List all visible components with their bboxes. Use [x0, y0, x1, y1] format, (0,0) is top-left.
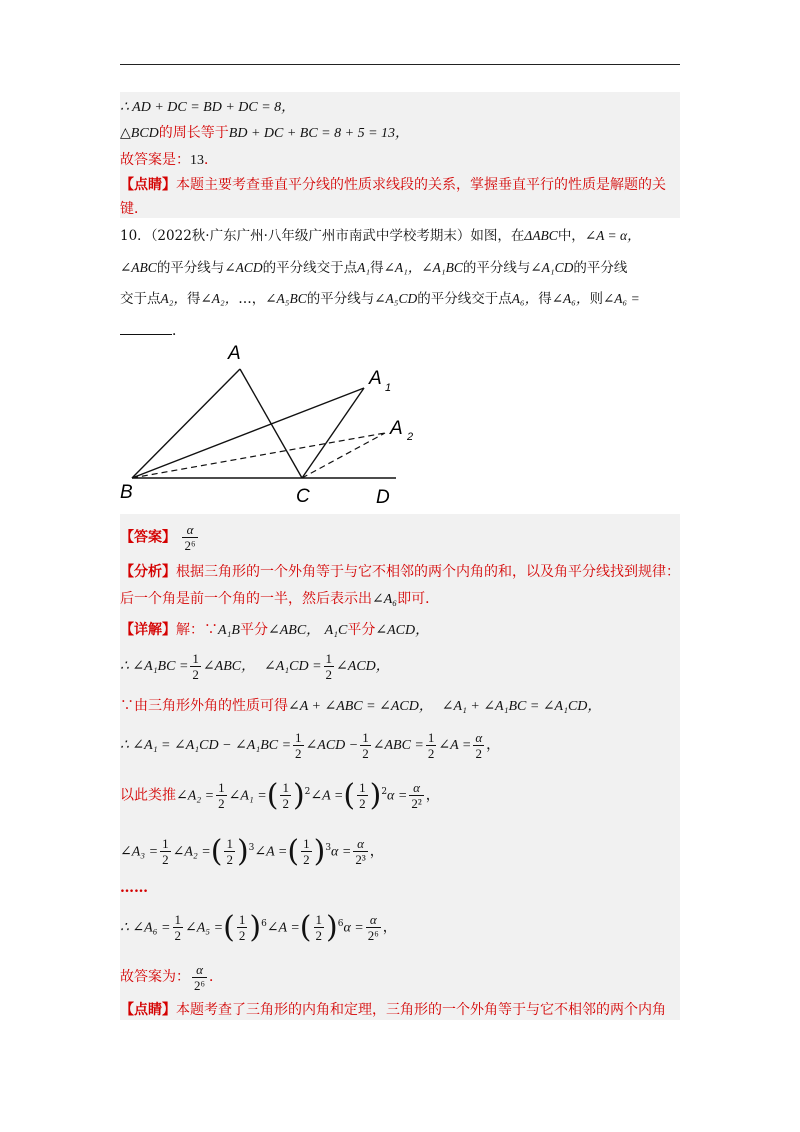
- triangle-abc: ΔABC: [524, 228, 558, 243]
- frac-den: 2⁶: [194, 977, 206, 993]
- l6-frac-4: [353, 836, 367, 867]
- l7-frac-4: [366, 912, 381, 943]
- l7-frac-1: [173, 912, 184, 943]
- detail-l4-end: ，: [486, 737, 501, 753]
- answer-fraction: [182, 522, 197, 553]
- q-l3-l: ∠A₆，: [551, 291, 590, 306]
- analysis-tag: 【分析】: [120, 564, 176, 580]
- detail-l7-c: ∠A =: [266, 920, 300, 936]
- frac-num: 1: [359, 780, 366, 796]
- paren-close: ): [326, 909, 338, 945]
- detail-line-7: [120, 904, 680, 949]
- alpha-half-fraction: [473, 730, 484, 761]
- triangle-bcd: △BCD: [120, 126, 159, 141]
- q-l3-k: 得: [538, 291, 552, 307]
- frac-num: 1: [192, 650, 199, 666]
- q-l3-e: …，: [238, 291, 266, 307]
- frac-den: 2: [325, 666, 333, 682]
- segment-a2c-dashed: [302, 433, 385, 478]
- q-l3-g: 的平分线与: [306, 291, 375, 307]
- detail-l2-c: ∠A₁CD =: [263, 659, 322, 674]
- q-l2-e: A₁: [357, 260, 371, 275]
- detail-l6-d: α =: [331, 844, 352, 860]
- frac-den: 2: [303, 852, 310, 868]
- question-number: 10．: [120, 228, 151, 244]
- detail-l5-e: α =: [387, 788, 408, 804]
- detail-l2-b: ∠ABC，: [202, 659, 256, 674]
- detail-l5-c: ∠A₁ =: [228, 788, 267, 804]
- q-l2-h: ∠A₁BC: [421, 260, 463, 275]
- label-a1: A: [369, 368, 382, 389]
- frac-den: 2: [315, 928, 322, 944]
- frac-den: 2: [174, 928, 182, 944]
- frac-num: 1: [362, 729, 369, 745]
- paren-open: (: [210, 833, 223, 869]
- detail-l6-c: ∠A =: [254, 844, 288, 860]
- prev-answer-end: ．: [204, 152, 218, 168]
- prev-answer-value: 13: [190, 153, 204, 168]
- prev-comment-line-1: [120, 175, 680, 195]
- label-a2-sub: 2: [407, 431, 414, 443]
- detail-line-5: [120, 772, 680, 817]
- frac-den: 2: [295, 745, 302, 761]
- question-source: （2022秋·广东广州·八年级广州市南武中学校考期末）如图，在: [150, 228, 525, 244]
- frac-den: 2: [162, 852, 169, 868]
- frac-num: 1: [325, 650, 333, 666]
- label-a: A: [228, 343, 241, 364]
- question-line-4: [120, 320, 680, 341]
- label-c: C: [296, 486, 310, 507]
- detail-line-3: [120, 696, 680, 717]
- frac-den: 2: [362, 745, 369, 761]
- paren-open: (: [266, 777, 279, 813]
- frac-den: 2: [475, 745, 482, 761]
- exponent: 3: [248, 843, 255, 853]
- answer-den: 2⁶: [184, 538, 196, 553]
- q-l2-j: ∠A₁CD: [530, 260, 574, 275]
- frac-num: 1: [218, 780, 225, 796]
- frac-den: 2: [226, 852, 233, 868]
- q-l3-f: ∠A₅BC: [265, 291, 307, 306]
- q-l3-a: 交于点: [120, 291, 161, 307]
- frac-num: α: [192, 962, 207, 978]
- geometry-figure: [110, 340, 430, 512]
- ellipsis-line: ……: [120, 880, 148, 896]
- q-l2-f: 得: [370, 260, 384, 276]
- half-fraction-4: [360, 730, 371, 761]
- detail-l1-c: 平分: [239, 622, 268, 638]
- analysis-end: 即可．: [397, 591, 440, 607]
- q-l2-i: 的平分线与: [462, 260, 531, 276]
- detail-l2-a: ∴ ∠A₁BC =: [120, 659, 189, 674]
- frac-num: α: [366, 912, 381, 928]
- question-line-1: [120, 226, 680, 246]
- paren-open: (: [343, 777, 356, 813]
- q-l3-j: A₆，: [511, 291, 539, 306]
- segment-ba1: [132, 388, 364, 478]
- q-l3-i: 的平分线交于点: [417, 291, 512, 307]
- frac-den: 2²: [411, 796, 422, 812]
- prev-comment-text-1: 本题主要考查垂直平分线的性质求线段的关系，掌握垂直平行的性质是解题的关: [176, 177, 666, 193]
- paren-close: ): [236, 833, 249, 869]
- exponent: 2: [381, 787, 388, 797]
- l7-frac-3: [314, 912, 325, 943]
- paren-open: (: [287, 833, 300, 869]
- q-l3-m: 则: [589, 291, 603, 307]
- paren-open: (: [299, 909, 312, 945]
- detail-l4-b: ∠ACD −: [305, 738, 359, 753]
- paren-close: ): [369, 777, 382, 813]
- frac-den: 2: [218, 796, 225, 812]
- prev-comment-line-2: 键．: [120, 201, 148, 217]
- detail-l3-a: ∵: [120, 698, 134, 714]
- q-l2-b: 的平分线与: [156, 260, 225, 276]
- detail-l2-d: ∠ACD，: [336, 659, 390, 674]
- q-l3-n: ∠A₆ =: [602, 291, 640, 306]
- final-answer-end: ．: [209, 969, 224, 985]
- question-line-2: [120, 258, 680, 278]
- detail-l3-d: ∠A₁ + ∠A₁BC = ∠A₁CD，: [441, 699, 602, 714]
- frac-den: 2: [282, 796, 289, 812]
- label-d: D: [376, 487, 390, 508]
- q-l3-b: A₂，: [160, 291, 187, 306]
- final-answer-line: [120, 960, 680, 994]
- frac-num: 1: [315, 912, 322, 928]
- final-answer-fraction: [192, 962, 207, 993]
- analysis-math: ∠A₆: [372, 592, 398, 607]
- angle-a-alpha: ∠A = α，: [584, 228, 641, 243]
- exponent: 3: [325, 843, 332, 853]
- q-l3-h: ∠A₅CD: [374, 291, 418, 306]
- final-answer-label: 故答案为：: [120, 969, 190, 985]
- answer-num: α: [182, 522, 197, 538]
- answer-tag: 【答案】: [120, 529, 176, 546]
- l7-frac-2: [237, 912, 248, 943]
- detail-l1-g: ∠ACD，: [375, 623, 430, 638]
- detail-l4-d: ∠A =: [438, 738, 472, 753]
- half-fraction-3: [293, 730, 304, 761]
- detail-l7-d: α =: [343, 920, 364, 936]
- frac-num: 1: [174, 912, 182, 928]
- detail-line-1: [120, 620, 680, 641]
- l6-frac-3: [301, 836, 312, 867]
- prev-comment-tag: 【点睛】: [120, 177, 176, 193]
- label-a1-sub: 1: [385, 382, 392, 394]
- header-rule: [120, 64, 680, 65]
- prev-answer-label: 故答案是：: [120, 152, 190, 168]
- label-a2: A: [390, 418, 403, 439]
- frac-num: 1: [162, 836, 169, 852]
- exponent: 6: [337, 919, 344, 929]
- detail-l7-b: ∠A₅ =: [185, 920, 224, 936]
- frac-den: 2: [427, 745, 435, 761]
- frac-num: 1: [282, 780, 289, 796]
- paren-close: ): [313, 833, 326, 869]
- frac-num: 1: [295, 729, 302, 745]
- l5-frac-4: [409, 780, 423, 811]
- l5-frac-3: [357, 780, 368, 811]
- prev-line-1: ∴ AD + DC = BD + DC = 8，: [120, 100, 296, 115]
- analysis-line-1: [120, 562, 680, 582]
- frac-num: 1: [226, 836, 233, 852]
- perimeter-text: 的周长等于: [158, 125, 229, 141]
- l5-frac-1: [216, 780, 227, 811]
- q-l1-c: 中，: [557, 228, 585, 244]
- frac-den: 2⁶: [367, 928, 379, 944]
- detail-l1-e: A₁C: [324, 623, 348, 638]
- exponent: 6: [261, 919, 267, 929]
- detail-line-6: [120, 828, 680, 873]
- half-fraction-1: [190, 651, 201, 682]
- detail-l5-b: ∠A₂ =: [176, 788, 215, 804]
- detail-l6-b: ∠A₂ =: [172, 844, 211, 860]
- l6-frac-2: [224, 836, 235, 867]
- perimeter-math: BD + DC + BC = 8 + 5 = 13，: [228, 126, 410, 141]
- detail-l1-f: 平分: [347, 622, 376, 638]
- segment-a1c: [302, 388, 364, 478]
- q-l4-end: ．: [172, 323, 186, 339]
- paren-close: ): [249, 909, 262, 945]
- frac-den: 2³: [355, 852, 366, 868]
- detail-l3-b: 由三角形外角的性质可得: [134, 698, 288, 714]
- frac-num: 1: [238, 912, 246, 928]
- analysis-line-2: [120, 589, 680, 610]
- l5-frac-2: [280, 780, 291, 811]
- q-l2-g: ∠A₁，: [383, 260, 422, 275]
- detail-l1-a: 解：∵: [176, 622, 218, 638]
- detail-l1-b: A₁B: [218, 623, 240, 638]
- frac-num: α: [475, 729, 483, 745]
- detail-l5-d: ∠A =: [310, 788, 344, 804]
- frac-num: α: [353, 836, 367, 852]
- q-l2-c: ∠ACD: [224, 260, 263, 275]
- bottom-comment-text: 本题考查了三角形的内角和定理，三角形的一个外角等于与它不相邻的两个内角: [176, 1002, 666, 1018]
- paren-close: ): [292, 777, 305, 813]
- detail-l4-a: ∴ ∠A₁ = ∠A₁CD − ∠A₁BC =: [120, 738, 292, 753]
- detail-l6-end: ，: [369, 843, 384, 860]
- label-b: B: [120, 482, 133, 503]
- q-l3-c: 得: [186, 291, 201, 307]
- answer-line: [120, 522, 680, 553]
- detail-tag: 【详解】: [120, 622, 176, 638]
- frac-den: 2: [238, 928, 246, 944]
- frac-num: 1: [303, 836, 310, 852]
- half-fraction-5: [426, 730, 437, 761]
- exponent: 2: [304, 787, 311, 797]
- detail-line-4: [120, 728, 680, 763]
- detail-l7-a: ∴ ∠A₆ =: [120, 920, 171, 936]
- bottom-comment-line: [120, 1000, 680, 1020]
- frac-den: 2: [359, 796, 366, 812]
- bottom-comment-tag: 【点睛】: [120, 1002, 176, 1018]
- detail-l4-c: ∠ABC =: [372, 738, 424, 753]
- detail-l7-end: ，: [382, 919, 397, 936]
- frac-num: 1: [427, 729, 435, 745]
- detail-l5-a: 以此类推: [120, 787, 176, 804]
- q-l2-k: 的平分线: [573, 260, 628, 276]
- paren-open: (: [223, 909, 235, 945]
- analysis-text-1: 根据三角形的一个外角等于与它不相邻的两个内角的和，以及角平分线找到规律：: [176, 564, 680, 580]
- q-l3-d: ∠A₂，: [200, 291, 239, 306]
- q-l2-d: 的平分线交于点: [262, 260, 358, 276]
- detail-line-2: [120, 650, 680, 683]
- q-l2-a: ∠ABC: [120, 260, 157, 275]
- answer-blank: [120, 320, 172, 335]
- half-fraction-2: [324, 651, 335, 682]
- prev-line-2: [120, 123, 680, 144]
- frac-num: α: [409, 780, 423, 796]
- detail-l3-c: ∠A + ∠ABC = ∠ACD，: [288, 699, 433, 714]
- l6-frac-1: [160, 836, 171, 867]
- prev-line-3: [120, 150, 680, 171]
- frac-den: 2: [192, 666, 199, 682]
- detail-l6-a: ∠A₃ =: [120, 844, 159, 860]
- detail-l1-d: ∠ABC，: [267, 623, 321, 638]
- question-line-3: [120, 289, 680, 309]
- analysis-text-2: 后一个角是前一个角的一半，然后表示出: [120, 591, 372, 607]
- detail-l5-end: ，: [425, 787, 440, 804]
